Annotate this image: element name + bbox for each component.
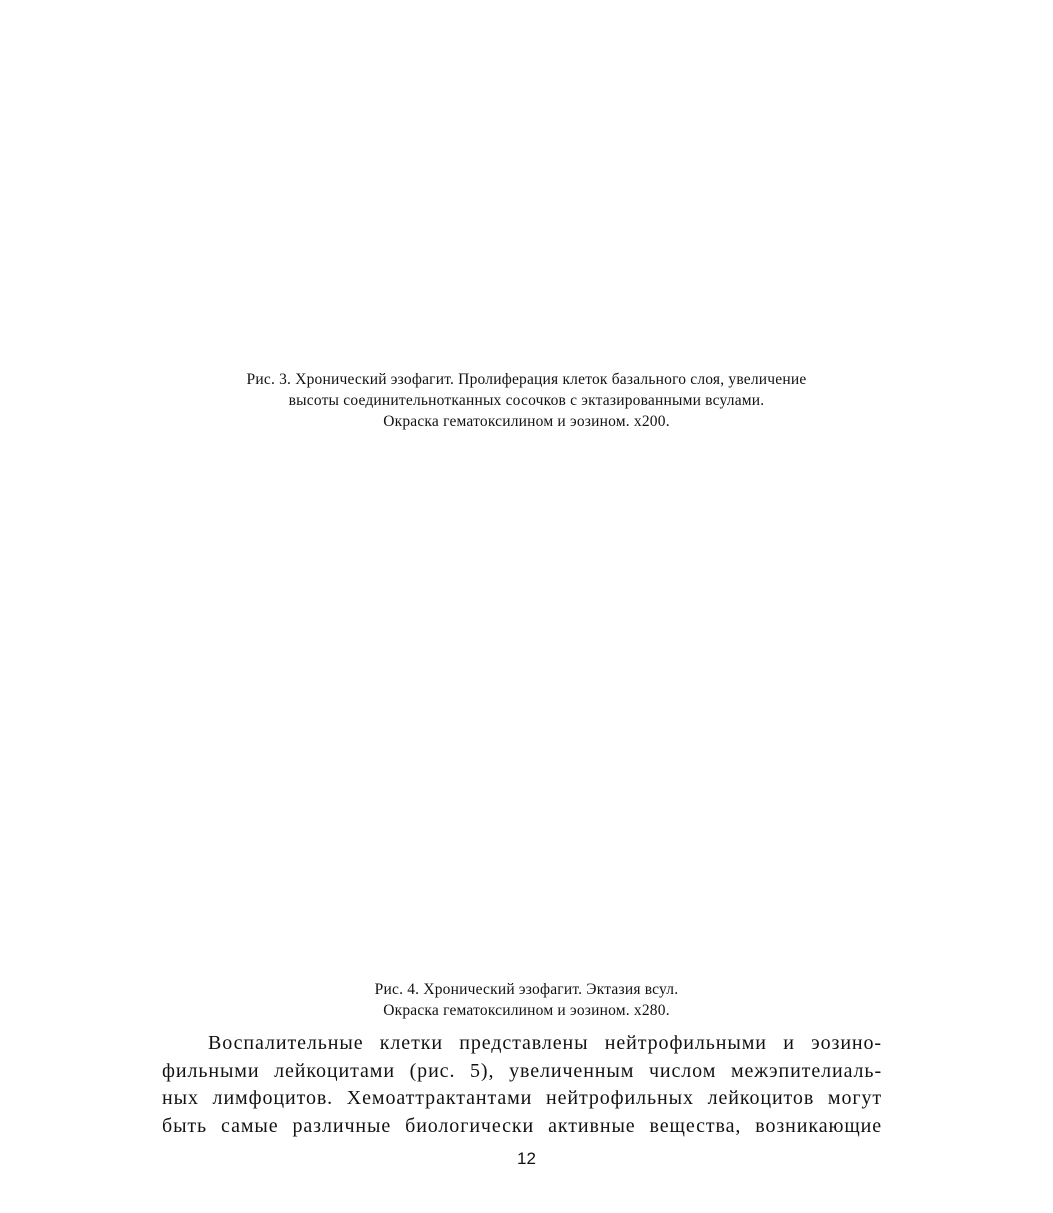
figure-3-caption-line: Рис. 3. Хронический эзофагит. Пролиферация клеток базального слоя, увеличение <box>246 371 807 388</box>
figure-3-caption <box>0 369 1053 432</box>
paragraph-line: Воспалительные клетки представлены нейтрофильными и эозино- <box>208 1032 882 1054</box>
figure-4-caption-line: Рис. 4. Хронический эзофагит. Эктазия всул. <box>374 981 679 998</box>
paragraph-line: быть самые различные биологически активные вещества, возникающие <box>162 1114 882 1137</box>
paragraph-line: ных лимфоцитов. Хемоаттрактантами нейтрофильных лейкоцитов могут <box>162 1087 882 1109</box>
figure-4-image-area <box>170 450 882 970</box>
paragraph-line: фильными лейкоцитами (рис. 5), увеличенным числом межэпителиаль- <box>162 1059 882 1082</box>
figure-3-caption-line: Окраска гематоксилином и эозином. х200. <box>383 413 670 430</box>
body-paragraph <box>162 1030 882 1140</box>
figure-3-image-area <box>170 40 882 360</box>
figure-4-caption <box>0 979 1053 1021</box>
figure-3-caption-line: высоты соединительнотканных сосочков с эктазированными всулами. <box>288 392 765 409</box>
figure-4-caption-line: Окраска гематоксилином и эозином. х280. <box>383 1002 670 1019</box>
page-number: 12 <box>517 1149 536 1168</box>
